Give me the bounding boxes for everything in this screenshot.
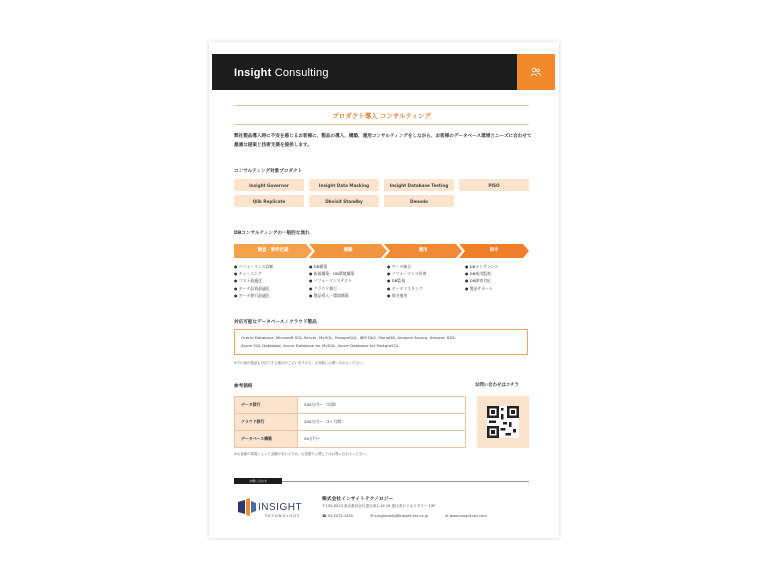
email-item[interactable]: ✉ insightmktg@insight-tec.co.jp <box>370 514 429 518</box>
table-row: データ移行 500万円〜（年間） <box>235 397 466 414</box>
table-row: クラウド移行 500万円〜（3ヶ月間） <box>235 414 466 431</box>
flow-items: ● DB構築 ● 新規構築・DB環境構築 ● パフォーマンステスト ● クラウド移行 ● 製品導入・環境構築 <box>309 264 355 298</box>
db-note: ※その他の製品も対応できる場合がございますので、お気軽にお問い合わせください。 <box>234 361 366 365</box>
brand-title: Insight Consulting <box>234 67 329 79</box>
flow-step: 保守 <box>459 244 529 258</box>
flow-items: ● パフォーマンス診断 ● チューニング ● コスト最適化 ● データ品質最適化 ● データ移行最適化 <box>234 264 274 298</box>
flow-step: 運用 <box>384 244 462 258</box>
logo-text: INSIGHT <box>258 502 303 513</box>
db-list-box: Oracle Database, Microsoft SQL Server, MySQL, PostgreSQL, IBM Db2, MariaDB, Amazon Aurora, Amazon RDS, Azure SQL Database, Azure Database for MySQL, Azure Database for PostgreSQL <box>234 329 528 355</box>
product-tag: PISO <box>459 179 529 191</box>
divider <box>234 105 529 106</box>
flow-step: 構築 <box>309 244 387 258</box>
price-table <box>234 396 466 448</box>
divider <box>282 481 529 482</box>
people-icon <box>517 54 555 90</box>
phone-item: ☎ 03-5475-1450 <box>322 514 354 518</box>
qr-code-icon[interactable] <box>477 396 529 448</box>
product-tag: Denodo <box>384 195 454 207</box>
flow-items: ● データ統合 ● パフォーマンス改善 ● DB監視 ● データマスキング ● 保守運用 <box>387 264 427 298</box>
price-note: ※お客様の環境によって金額が変わるため、お見積りに関してはお問い合わせください。 <box>234 452 369 456</box>
product-tag: Qlik Replicate <box>234 195 304 207</box>
logo-subtext: TECHNOLOGY <box>265 514 301 518</box>
flow-label: DBコンサルティングの一般的な流れ <box>234 231 310 236</box>
insight-logo-icon <box>236 496 258 522</box>
header-bar <box>212 54 520 90</box>
contact-details <box>322 514 503 518</box>
products-label: コンサルティング対象プロダクト <box>234 169 303 174</box>
product-tag: Insight Data Masking <box>309 179 379 191</box>
product-tag: Dbvisit Standby <box>309 195 379 207</box>
table-row: データベース構築 50万円〜 <box>235 431 466 448</box>
address: 〒150-0013 東京都渋谷区恵比寿1-19-19 恵比寿ビジネスタワー 13F <box>322 504 436 508</box>
document-page <box>209 42 559 538</box>
product-tag: Insight Governor <box>234 179 304 191</box>
contact-tag: お問い合わせ <box>234 478 282 484</box>
flow-step: 調査・要件定義 <box>234 244 312 258</box>
db-label: 対応可能なデータベース / クラウド製品 <box>234 320 317 325</box>
section-title: プロダクト導入 コンサルティング <box>332 112 431 120</box>
intro-text: 弊社製品導入時に不安を感じるお客様に、製品の導入、構築、運用コンサルティングをしながら、お客様のデータベース環境とニーズに合わせて最適な提案と技術支援を提供します。 <box>234 134 532 148</box>
price-label: 参考価格 <box>234 384 253 389</box>
product-tag: Insight Database Testing <box>384 179 454 191</box>
qr-label: お問い合わせはコチラ <box>475 383 519 388</box>
company-name: 株式会社インサイトテクノロジー <box>322 497 394 502</box>
divider <box>234 124 529 125</box>
web-item[interactable]: ⊕ www.insight-tec.com <box>445 514 487 518</box>
flow-items: ● DBメンテナンス ● DB運用監視 ● DB障害対応 ● 製品サポート <box>465 264 499 291</box>
